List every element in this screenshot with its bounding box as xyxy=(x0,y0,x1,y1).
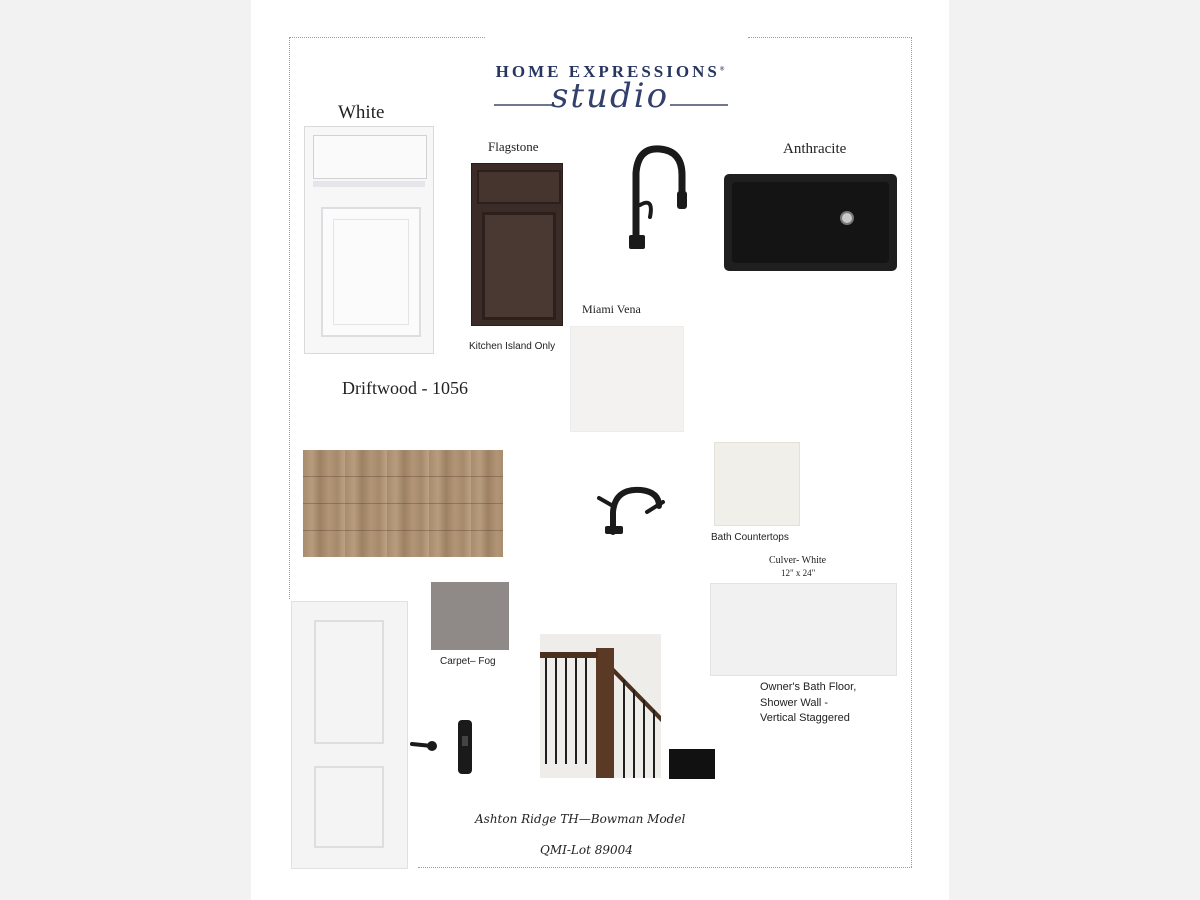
frame-top-right xyxy=(748,37,912,38)
tile-culver-white-sample xyxy=(710,583,897,676)
plank-seam xyxy=(303,530,503,531)
door-upper-panel xyxy=(314,620,384,744)
label-bath-countertops: Bath Countertops xyxy=(711,532,789,543)
label-anthracite: Anthracite xyxy=(783,141,847,157)
flooring-driftwood-sample xyxy=(303,450,503,557)
label-white: White xyxy=(338,102,385,123)
bath-countertop-sample xyxy=(714,442,800,526)
label-kitchen-island-only: Kitchen Island Only xyxy=(469,341,556,352)
label-lot: QMI-Lot 89004 xyxy=(540,843,633,857)
carpet-fog-sample xyxy=(431,582,509,650)
cabinet-rail xyxy=(313,181,425,187)
frame-left xyxy=(289,37,290,599)
door-lower-panel xyxy=(314,766,384,848)
frame-top-left xyxy=(289,37,485,38)
cabinet-door-panel xyxy=(321,207,421,337)
brand-logo xyxy=(480,62,740,126)
door-hardware-image xyxy=(410,718,480,776)
label-flagstone: Flagstone xyxy=(488,139,539,154)
stain-swatch-image xyxy=(669,749,715,779)
plank-seam xyxy=(303,476,503,477)
staircase-railing-image xyxy=(540,634,661,778)
kitchen-faucet-image xyxy=(620,143,690,253)
label-driftwood: Driftwood - 1056 xyxy=(342,378,468,398)
label-miami-vena: Miami Vena xyxy=(582,302,641,316)
cabinet-drawer-front xyxy=(313,135,427,179)
plank-seam xyxy=(303,503,503,504)
label-model: Ashton Ridge TH—Bowman Model xyxy=(475,812,686,826)
sink-basin xyxy=(732,182,889,263)
label-carpet-fog: Carpet– Fog xyxy=(440,656,496,667)
cabinet-white-sample xyxy=(304,126,434,354)
brand-registered-mark: ® xyxy=(719,66,725,73)
cabinet-door-panel xyxy=(482,212,556,320)
brand-script: studio xyxy=(550,76,670,116)
frame-bottom xyxy=(418,867,912,868)
frame-right xyxy=(911,37,912,867)
label-owners-bath-line2: Shower Wall - xyxy=(760,697,829,709)
brand-name: HOME EXPRESSIONS xyxy=(495,62,720,81)
brand-rule-right xyxy=(670,104,728,106)
sink-drain-icon xyxy=(840,211,854,225)
label-culver-size: 12" x 24" xyxy=(781,568,816,578)
label-owners-bath-line1: Owner's Bath Floor, xyxy=(760,681,857,693)
bath-faucet-image xyxy=(593,476,669,536)
sink-anthracite-image xyxy=(724,174,897,271)
countertop-miami-vena-sample xyxy=(570,326,684,432)
label-culver-white: Culver- White xyxy=(769,555,827,566)
cabinet-flagstone-sample xyxy=(471,163,563,326)
label-owners-bath-line3: Vertical Staggered xyxy=(760,712,850,724)
interior-door-image xyxy=(291,601,408,869)
cabinet-drawer-front xyxy=(477,170,561,204)
